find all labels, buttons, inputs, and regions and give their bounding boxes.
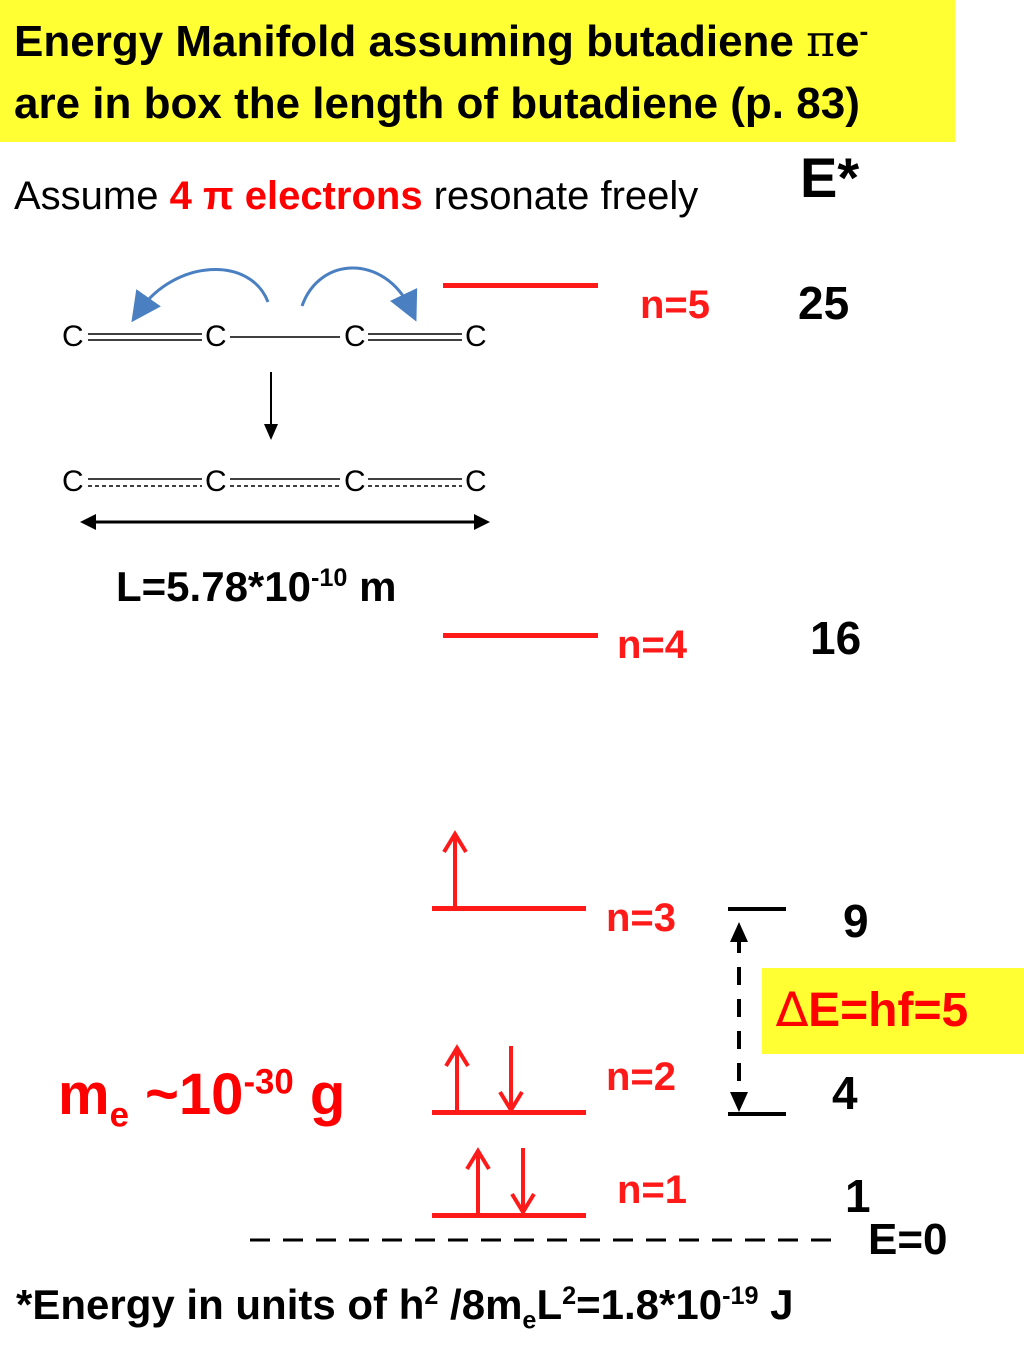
atom-c1-delocalized: C — [62, 465, 84, 498]
conversion-arrow — [264, 372, 278, 440]
energy-value-n2: 4 — [832, 1067, 858, 1119]
bond-double-1 — [88, 334, 202, 340]
assume-text: Assume 4 π electrons resonate freely — [14, 174, 699, 218]
assume-highlight: 4 π electrons — [169, 174, 423, 218]
delocalized-bond-2 — [230, 479, 340, 486]
length-arrow — [80, 514, 490, 530]
energy-value-n4: 16 — [810, 612, 862, 664]
electron-n1-up — [467, 1151, 489, 1215]
electron-n2-down — [500, 1046, 522, 1110]
energy-value-n1: 1 — [845, 1170, 871, 1222]
energy-units-footnote: *Energy in units of $h^2$ $/8m_eL^2=1.8*10^{-19}$ J — [16, 1281, 794, 1335]
bond-double-2 — [368, 334, 462, 340]
level-line-n2 — [432, 1110, 586, 1115]
level-label-n5: n=5 — [640, 283, 711, 327]
resonance-arrow-right — [302, 268, 410, 308]
atom-c3: C — [344, 320, 366, 353]
title-line-1: Energy Manifold assuming butadiene πe- — [14, 16, 869, 67]
electron-n1-down — [512, 1148, 534, 1212]
electron-n3-up — [444, 834, 466, 908]
atom-c2-delocalized: C — [205, 465, 227, 498]
title-line-2: are in box the length of butadiene (p. 83) — [14, 79, 860, 128]
atom-c3-delocalized: C — [344, 465, 366, 498]
delta-e-label: ∆E=hf=5 — [776, 982, 969, 1038]
delta-e-box — [762, 968, 1024, 1054]
atom-c4: C — [465, 320, 487, 353]
delocalized-bond-3 — [368, 479, 462, 486]
energy-value-n3: 9 — [843, 895, 869, 947]
level-line-n4 — [443, 633, 598, 638]
level-label-n4: n=4 — [617, 623, 688, 667]
pi-symbol: π — [806, 16, 836, 67]
electron-mass-label: $m_e$ $\sim 10^{-30}$ g — [58, 1062, 346, 1135]
level-line-n1 — [432, 1213, 586, 1218]
atom-c2: C — [205, 320, 227, 353]
energy-axis-header: E* — [800, 146, 860, 209]
electron-n2-up — [446, 1048, 468, 1112]
resonance-arrow-left — [140, 269, 268, 310]
energy-value-n5: 25 — [798, 277, 850, 329]
transition-arrowhead-down — [730, 1092, 748, 1112]
level-label-n1: n=1 — [617, 1168, 688, 1212]
delocalized-bond-1 — [88, 479, 202, 486]
transition-arrowhead-up — [730, 922, 748, 942]
level-label-n3: n=3 — [606, 896, 677, 940]
delta-symbol: ∆ — [776, 982, 809, 1038]
level-line-n3 — [432, 906, 586, 911]
level-line-n5 — [443, 283, 598, 288]
zero-energy-label: E=0 — [868, 1215, 948, 1264]
box-length-label: $L=5.78*10^{-10}$ m — [116, 563, 397, 610]
level-label-n2: n=2 — [606, 1055, 677, 1099]
atom-c4-delocalized: C — [465, 465, 487, 498]
atom-c1: C — [62, 320, 84, 353]
